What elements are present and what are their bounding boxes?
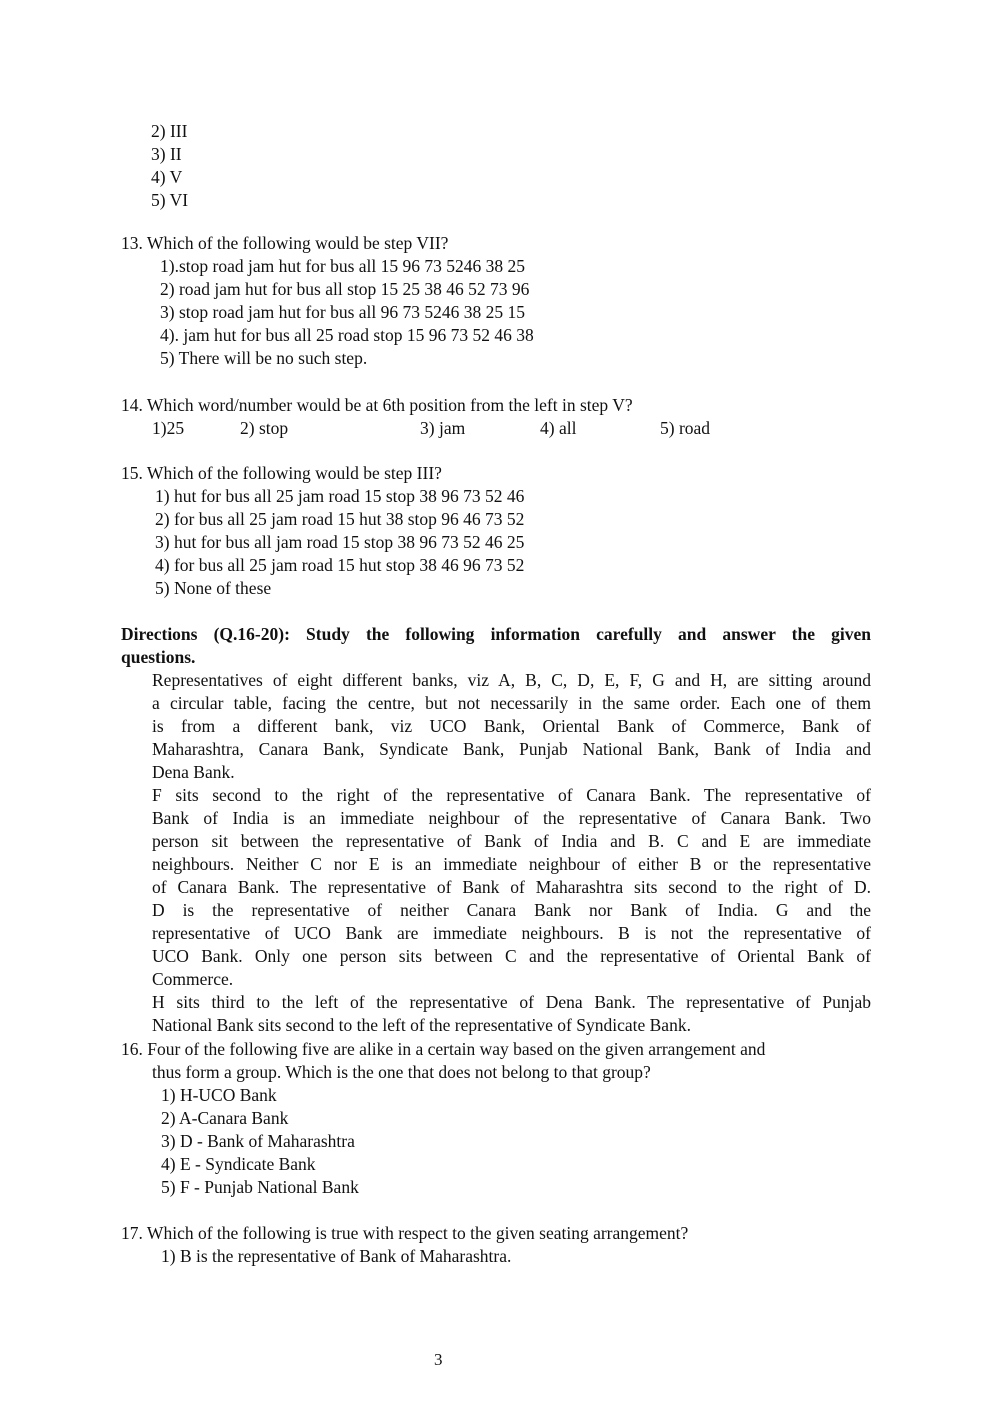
passage-line: Dena Bank.: [152, 762, 235, 782]
option: 1).stop road jam hut for bus all 15 96 73 5246 38 25: [160, 256, 526, 276]
option: 3) II: [151, 144, 182, 164]
q13-options: [160, 255, 534, 370]
passage-line: Representatives of eight different banks, viz A, B, C, D, E, F, G and H, are sitting around: [152, 670, 871, 690]
q16-question-line-2: thus form a group. Which is the one that does not belong to that group?: [152, 1062, 651, 1082]
passage-line: D is the representative of neither Canara Bank nor Bank of India. G and the: [152, 900, 871, 920]
option: 2) A-Canara Bank: [161, 1108, 289, 1128]
directions-heading: Directions (Q.16-20): Study the following information carefully and answer the given questions.: [121, 624, 871, 667]
q14-option-2: 2) stop: [240, 418, 289, 438]
passage-line: F sits second to the right of the representative of Canara Bank. The representative of: [152, 785, 871, 805]
option: 4) V: [151, 167, 183, 187]
option: 5) F - Punjab National Bank: [161, 1177, 359, 1197]
passage-line: a circular table, facing the centre, but not necessarily in the same order. Each one of them: [152, 693, 871, 713]
option: 2) for bus all 25 jam road 15 hut 38 stop 96 46 73 52: [155, 509, 525, 529]
q17-option-1: 1) B is the representative of Bank of Maharashtra.: [161, 1246, 512, 1266]
option: 5) None of these: [155, 578, 272, 598]
option: 4) E - Syndicate Bank: [161, 1154, 316, 1174]
q14-option-3: 3) jam: [420, 418, 466, 438]
q14-question: 14. Which word/number would be at 6th position from the left in step V?: [121, 395, 633, 415]
passage-line: neighbours. Neither C nor E is an immediate neighbour of either B or the representative: [152, 854, 871, 874]
passage-line: representative of UCO Bank are immediate neighbours. B is not the representative of: [152, 923, 871, 943]
q15-options: [155, 485, 524, 600]
passage-line: person sit between the representative of Bank of India and B. C and E are immediate: [152, 831, 871, 851]
passage-line: Bank of India is an immediate neighbour of the representative of Canara Bank. Two: [152, 808, 871, 828]
option: 2) III: [151, 121, 188, 141]
q16-options: [161, 1084, 359, 1199]
option: 1) H-UCO Bank: [161, 1085, 277, 1105]
option: 4). jam hut for bus all 25 road stop 15 96 73 52 46 38: [160, 325, 534, 345]
q14-option-4: 4) all: [540, 418, 577, 438]
passage-line: of Canara Bank. The representative of Bank of Maharashtra sits second to the right of D.: [152, 877, 871, 897]
passage-line: Maharashtra, Canara Bank, Syndicate Bank, Punjab National Bank, Bank of India and: [152, 739, 871, 759]
passage-line: Commerce.: [152, 969, 234, 989]
option: 3) stop road jam hut for bus all 96 73 5246 38 25 15: [160, 302, 526, 322]
option: 5) VI: [151, 190, 189, 210]
q12-options: [151, 120, 188, 212]
option: 1) hut for bus all 25 jam road 15 stop 38 96 73 52 46: [155, 486, 525, 506]
q15-question: 15. Which of the following would be step III?: [121, 463, 442, 483]
page-number: 3: [434, 1350, 443, 1369]
option: 3) hut for bus all jam road 15 stop 38 96 73 52 46 25: [155, 532, 525, 552]
q14-option-5: 5) road: [660, 418, 711, 438]
option: 2) road jam hut for bus all stop 15 25 38 46 52 73 96: [160, 279, 530, 299]
passage-line: is from a different bank, viz UCO Bank, Oriental Bank of Commerce, Bank of: [152, 716, 871, 736]
q14-option-1: 1)25: [152, 418, 185, 438]
q13-question: 13. Which of the following would be step VII?: [121, 233, 449, 253]
passage: [152, 669, 871, 1037]
option: 5) There will be no such step.: [160, 348, 368, 368]
passage-line: UCO Bank. Only one person sits between C and the representative of Oriental Bank of: [152, 946, 871, 966]
q16-question-line-1: 16. Four of the following five are alike in a certain way based on the given arrangement and: [121, 1039, 766, 1059]
option: 3) D - Bank of Maharashtra: [161, 1131, 355, 1151]
q17-question: 17. Which of the following is true with respect to the given seating arrangement?: [121, 1223, 689, 1243]
option: 4) for bus all 25 jam road 15 hut stop 38 46 96 73 52: [155, 555, 525, 575]
passage-line: National Bank sits second to the left of the representative of Syndicate Bank.: [152, 1015, 691, 1035]
passage-line: H sits third to the left of the representative of Dena Bank. The representative of Punjab: [152, 992, 871, 1012]
